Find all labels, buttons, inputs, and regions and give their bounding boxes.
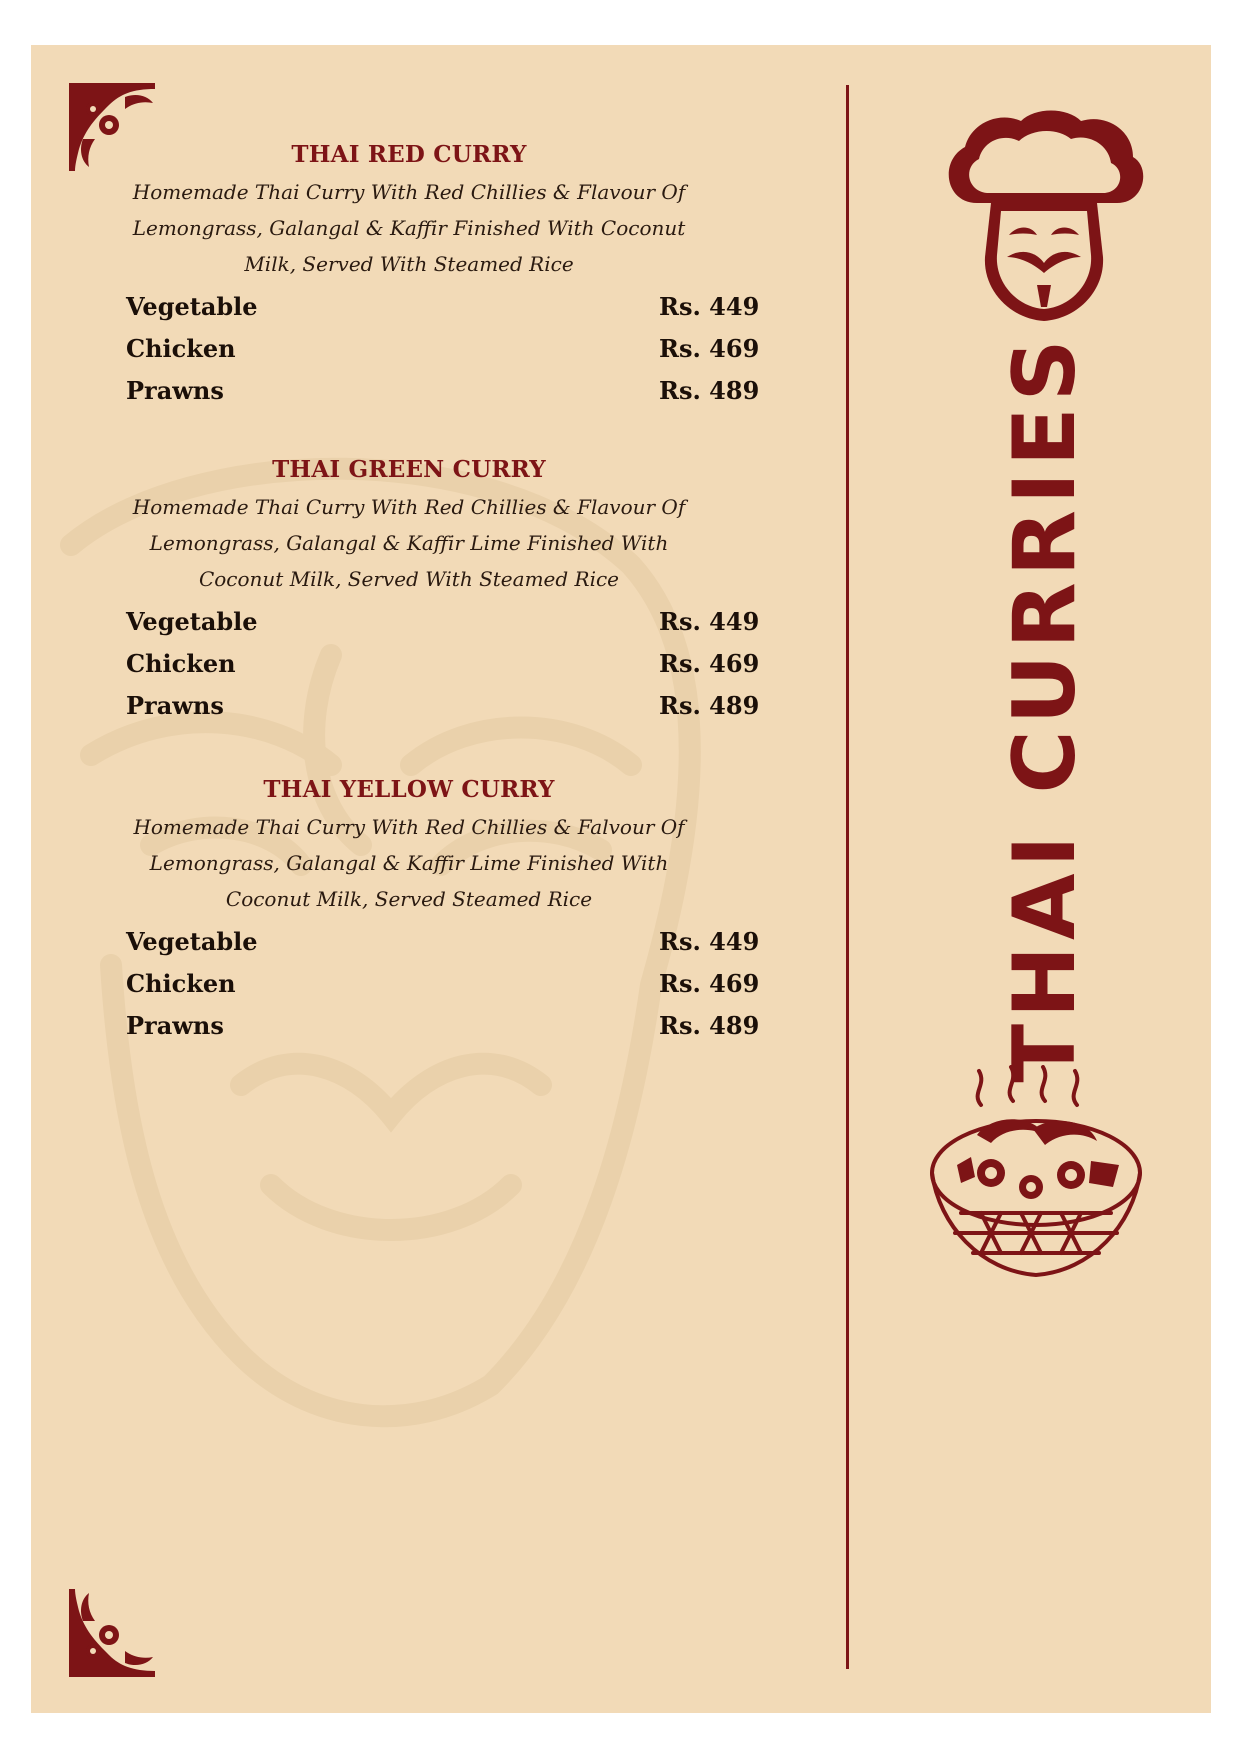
vertical-divider [846,85,849,1669]
section-title: THAI RED CURRY [291,141,527,168]
item-price: Rs. 449 [659,292,760,321]
price-row [126,963,760,1005]
price-row [126,1005,760,1047]
ornament-corner-icon [65,1585,161,1681]
item-name: Vegetable [126,607,258,636]
section-description: Homemade Thai Curry With Red Chillies & Falvour Of Lemongrass, Galangal & Kaffir Lime Finished With Coconut Milk, Served Steamed Rice [133,815,685,911]
item-name: Chicken [126,334,236,363]
item-name: Prawns [126,376,224,405]
price-row [126,643,760,685]
item-price: Rs. 449 [659,607,760,636]
item-price: Rs. 469 [659,649,760,678]
section-title: THAI GREEN CURRY [272,456,546,483]
chef-mask-icon [937,107,1151,327]
item-name: Chicken [126,649,236,678]
item-name: Prawns [126,691,224,720]
section-description: Homemade Thai Curry With Red Chillies & Flavour Of Lemongrass, Galangal & Kaffir Lime Finished With Coconut Milk, Served With Steamed Rice [132,495,686,591]
item-price: Rs. 489 [659,376,760,405]
price-row [126,601,760,643]
price-row [126,328,760,370]
section-title: THAI YELLOW CURRY [263,776,555,803]
item-price: Rs. 469 [659,969,760,998]
item-price: Rs. 469 [659,334,760,363]
section-description: Homemade Thai Curry With Red Chillies & Flavour Of Lemongrass, Galangal & Kaffir Finished With Coconut Milk, Served With Steamed Rice [132,180,686,276]
item-name: Vegetable [126,292,258,321]
item-name: Chicken [126,969,236,998]
item-name: Prawns [126,1011,224,1040]
menu-section-red-curry [126,141,760,412]
item-name: Vegetable [126,927,258,956]
side-title: THAI CURRIES [995,333,1095,1083]
menu-section-yellow-curry [126,776,760,1047]
menu-section-green-curry [126,456,760,727]
price-row [126,286,760,328]
price-row [126,370,760,412]
price-row [126,921,760,963]
item-price: Rs. 489 [659,1011,760,1040]
curry-bowl-icon [921,1065,1151,1285]
price-row [126,685,760,727]
menu-page [31,45,1211,1713]
item-price: Rs. 449 [659,927,760,956]
item-price: Rs. 489 [659,691,760,720]
